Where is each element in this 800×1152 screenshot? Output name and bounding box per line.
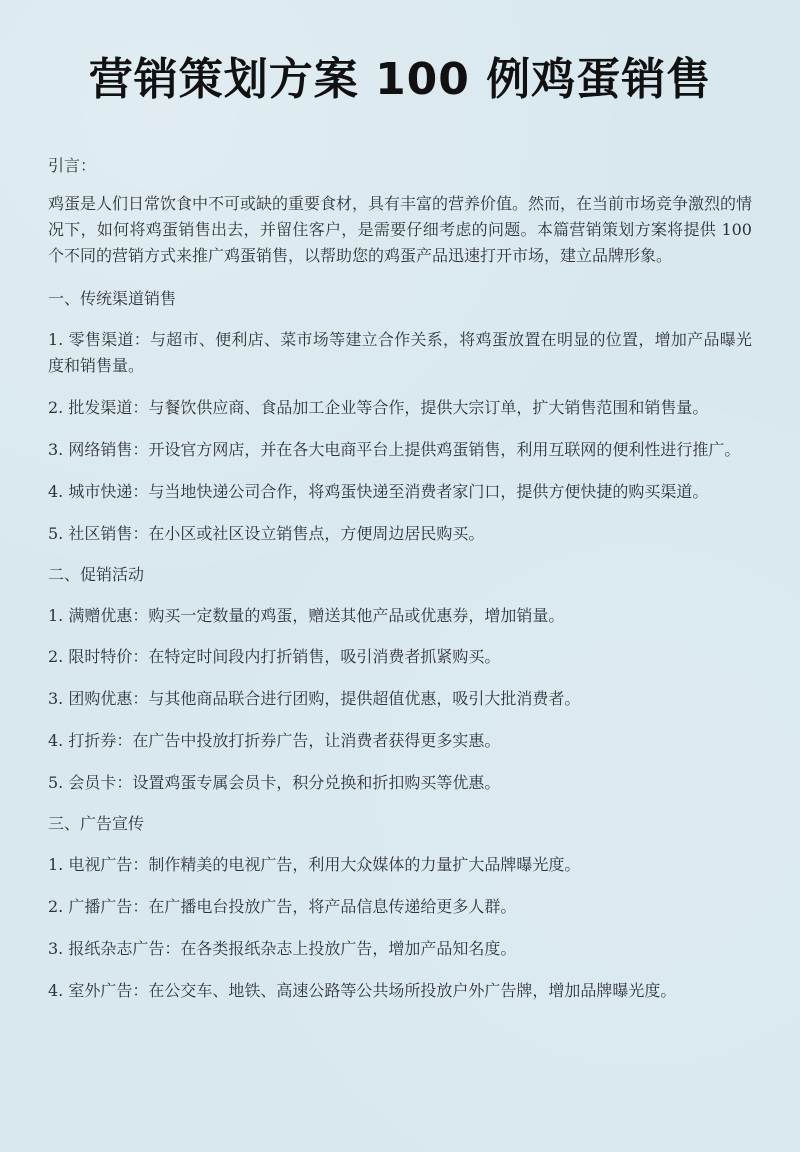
list-item: 2. 限时特价：在特定时间段内打折销售，吸引消费者抓紧购买。: [48, 647, 501, 667]
list-item: 3. 网络销售：开设官方网店，并在各大电商平台上提供鸡蛋销售，利用互联网的便利性进行推广。: [48, 439, 741, 459]
section-heading: 二、促销活动: [48, 564, 145, 584]
intro-label: 引言：: [48, 156, 97, 176]
list-item: 5. 会员卡：设置鸡蛋专属会员卡，积分兑换和折扣购买等优惠。: [48, 773, 501, 793]
list-item: 2. 批发渠道：与餐饮供应商、食品加工企业等合作，提供大宗订单，扩大销售范围和销售量。: [48, 397, 709, 417]
list-item: 1. 电视广告：制作精美的电视广告，利用大众媒体的力量扩大品牌曝光度。: [48, 855, 581, 875]
section-heading: 三、广告宣传: [48, 814, 145, 834]
list-item: 4. 室外广告：在公交车、地铁、高速公路等公共场所投放户外广告牌，增加品牌曝光度。: [48, 980, 677, 1000]
list-item: 1. 满赠优惠：购买一定数量的鸡蛋，赠送其他产品或优惠券，增加销量。: [48, 605, 565, 625]
section-heading: 一、传统渠道销售: [48, 289, 177, 309]
intro-paragraph: 鸡蛋是人们日常饮食中不可或缺的重要食材，具有丰富的营养价值。然而，在当前市场竞争激烈的情况下，如何将鸡蛋销售出去，并留住客户，是需要仔细考虑的问题。本篇营销策划方案将提供 100 个不同的营销方式来推广鸡蛋销售，以帮助您的鸡蛋产品迅速打开市场，建立品牌形象。: [48, 194, 753, 266]
section-item-list: [48, 327, 752, 546]
list-item: 3. 报纸杂志广告：在各类报纸杂志上投放广告，增加产品知名度。: [48, 938, 517, 958]
section-item-list: [48, 603, 752, 797]
section-promotions: [48, 563, 752, 797]
section-traditional-channels: [48, 287, 752, 546]
list-item: 5. 社区销售：在小区或社区设立销售点，方便周边居民购买。: [48, 523, 485, 543]
section-advertising: [48, 812, 752, 1004]
list-item: 4. 打折券：在广告中投放打折券广告，让消费者获得更多实惠。: [48, 731, 501, 751]
document-title: 营销策划方案 100 例鸡蛋销售: [88, 54, 712, 105]
list-item: 3. 团购优惠：与其他商品联合进行团购，提供超值优惠，吸引大批消费者。: [48, 689, 581, 709]
section-item-list: [48, 852, 752, 1004]
list-item: 1. 零售渠道：与超市、便利店、菜市场等建立合作关系，将鸡蛋放置在明显的位置，增加产品曝光度和销售量。: [48, 330, 752, 376]
list-item: 4. 城市快递：与当地快递公司合作，将鸡蛋快递至消费者家门口，提供方便快捷的购买渠道。: [48, 481, 709, 501]
list-item: 2. 广播广告：在广播电台投放广告，将产品信息传递给更多人群。: [48, 896, 517, 916]
